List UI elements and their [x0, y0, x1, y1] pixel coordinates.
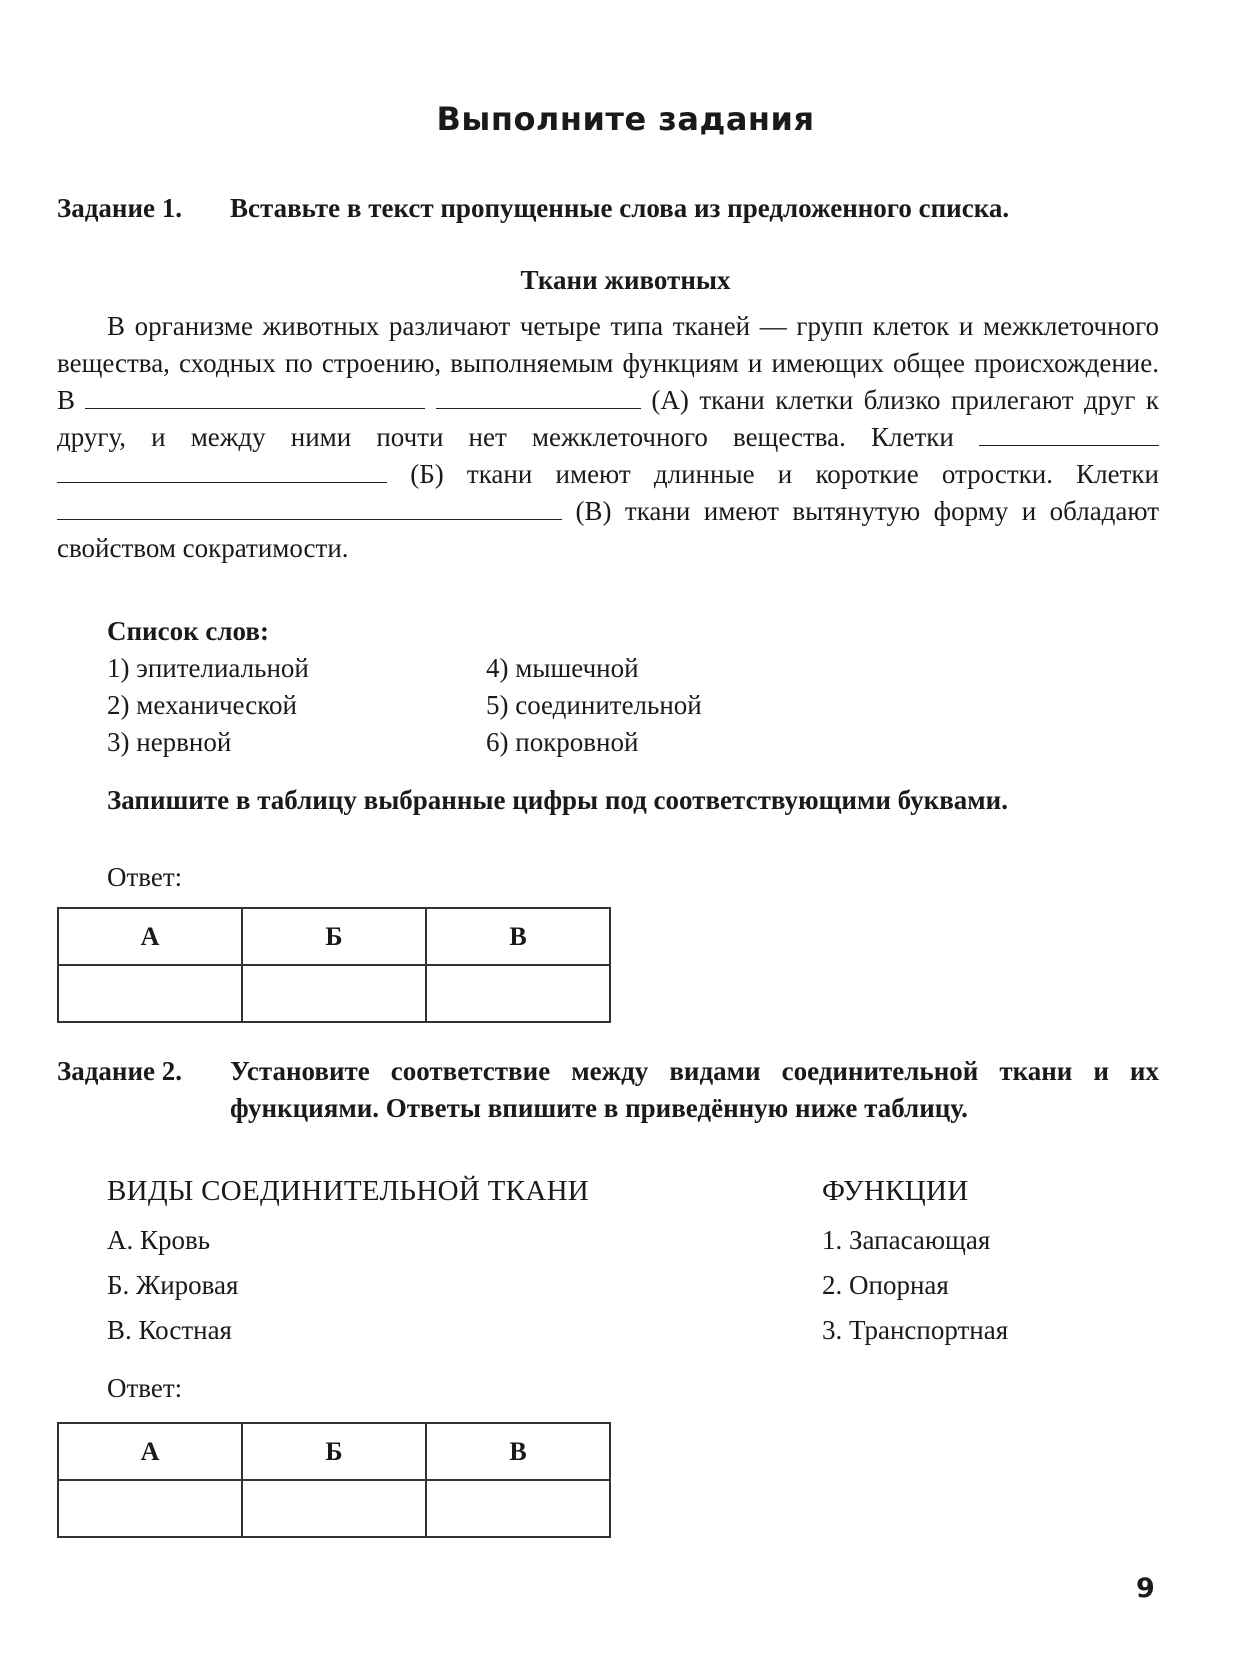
text-part-2: (А) ткани клетки близко прилегают друг к другу, и между ними почти нет межклеточного вещества. Клетки [57, 385, 1160, 452]
functions-header: ФУНКЦИИ [822, 1175, 969, 1207]
word-option: 2) механической [107, 690, 297, 720]
blank-a-line-1[interactable] [85, 382, 425, 409]
word-option: 4) мышечной [486, 653, 639, 683]
answer-cell-b[interactable] [242, 1480, 426, 1537]
task-1-text: Вставьте в текст пропущенные слова из предложенного списка. [230, 193, 1010, 223]
answer-cell-a[interactable] [58, 1480, 242, 1537]
task-1-prompt [57, 190, 1159, 227]
function-item: 2. Опорная [822, 1270, 949, 1300]
answer-cell-v[interactable] [426, 965, 610, 1022]
answer-table-header: А [58, 1423, 242, 1480]
tissue-item: В. Костная [107, 1315, 232, 1345]
function-item: 1. Запасающая [822, 1225, 991, 1255]
text-part-4: (В) ткани имеют вытянутую форму и обладают свойством сократимости. [57, 496, 1160, 563]
answer-cell-v[interactable] [426, 1480, 610, 1537]
answer-table-1 [57, 907, 611, 1023]
task-2-text: Установите соответствие между видами соединительной ткани и их функциями. Ответы впишите в приведённую ниже таблицу. [230, 1056, 1159, 1123]
answer-table-header: Б [242, 908, 426, 965]
task-2-number: Задание 2. [57, 1056, 183, 1086]
answer-table-header: А [58, 908, 242, 965]
word-option: 5) соединительной [486, 690, 702, 720]
answer-label-1: Ответ: [107, 862, 183, 892]
word-list-title: Список слов: [107, 616, 269, 646]
fill-in-text [57, 308, 1159, 567]
tissue-item: Б. Жировая [107, 1270, 239, 1300]
answer-cell-a[interactable] [58, 965, 242, 1022]
page-number: 9 [1136, 1573, 1155, 1604]
text-part-3: (Б) ткани имеют длинные и короткие отростки. Клетки [410, 459, 1159, 489]
answer-cell-b[interactable] [242, 965, 426, 1022]
text-title: Ткани животных [520, 265, 731, 295]
blank-b-line-2[interactable] [57, 456, 387, 483]
tissue-types-header: ВИДЫ СОЕДИНИТЕЛЬНОЙ ТКАНИ [107, 1175, 590, 1207]
answer-label-2: Ответ: [107, 1373, 183, 1403]
answer-table-2 [57, 1422, 611, 1538]
tissue-item: А. Кровь [107, 1225, 211, 1255]
answer-table-header: Б [242, 1423, 426, 1480]
page-heading: Выполните задания [436, 100, 815, 138]
blank-c[interactable] [57, 493, 562, 520]
task-1-instruction: Запишите в таблицу выбранные цифры под соответствующими буквами. [107, 785, 1008, 815]
task-2-prompt [57, 1053, 1159, 1127]
word-option: 6) покровной [486, 727, 639, 757]
text-part-1: В организме животных различают четыре типа тканей — групп клеток и межклеточного вещества, сходных по строению, выполняемым функциям и имеющих общее происхождение. В [57, 311, 1159, 415]
blank-a-line-2[interactable] [436, 382, 641, 409]
word-option: 1) эпителиальной [107, 653, 309, 683]
word-option: 3) нервной [107, 727, 232, 757]
function-item: 3. Транспортная [822, 1315, 1009, 1345]
blank-b-line-1[interactable] [979, 419, 1159, 446]
answer-table-header: В [426, 1423, 610, 1480]
answer-table-header: В [426, 908, 610, 965]
task-1-number: Задание 1. [57, 193, 183, 223]
